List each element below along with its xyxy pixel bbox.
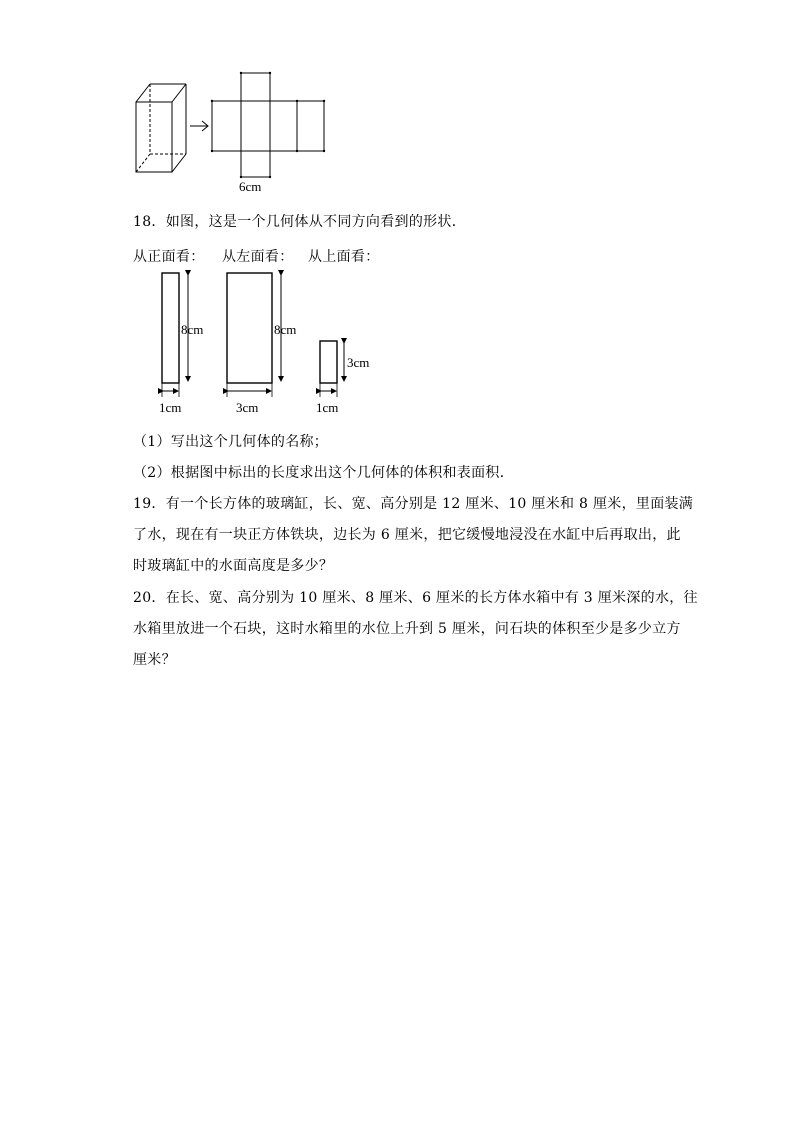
cuboid-net-figure bbox=[130, 68, 340, 196]
q19-line: 19．有一个长方体的玻璃缸，长、宽、高分别是 12 厘米、10 厘米和 8 厘米，里面装满 bbox=[133, 496, 694, 512]
q18-sub1: （1）写出这个几何体的名称； bbox=[133, 434, 329, 450]
q20-line: 水箱里放进一个石块，这时水箱里的水位上升到 5 厘米，问石块的体积至少是多少立方 bbox=[133, 621, 681, 637]
view-label-left: 从左面看： bbox=[222, 249, 294, 265]
net-width-label: 6cm bbox=[239, 179, 262, 194]
three-views-figure bbox=[150, 265, 390, 420]
left-width-label: 3cm bbox=[236, 400, 259, 415]
top-view-rect bbox=[320, 341, 337, 383]
q20-line: 厘米？ bbox=[133, 652, 176, 668]
left-height-label: 8cm bbox=[274, 322, 297, 337]
q20-line: 20．在长、宽、高分别为 10 厘米、8 厘米、6 厘米的长方体水箱中有 3 厘米深的水，往 bbox=[133, 590, 698, 606]
view-label-front: 从正面看： bbox=[133, 249, 205, 265]
net-drawing bbox=[212, 73, 324, 177]
front-width-label: 1cm bbox=[159, 400, 182, 415]
q19-line: 时玻璃缸中的水面高度是多少？ bbox=[133, 558, 334, 574]
front-view-rect bbox=[162, 273, 179, 383]
view-label-top: 从上面看： bbox=[308, 249, 380, 265]
arrow-icon bbox=[190, 121, 208, 131]
q19-line: 了水，现在有一块正方体铁块，边长为 6 厘米，把它缓慢地浸没在水缸中后再取出，此 bbox=[133, 527, 681, 543]
top-height-label: 3cm bbox=[347, 355, 370, 370]
front-height-label: 8cm bbox=[181, 322, 204, 337]
top-width-label: 1cm bbox=[316, 400, 339, 415]
left-view-rect bbox=[227, 273, 272, 383]
cuboid-drawing bbox=[136, 84, 186, 172]
q18-stem: 18．如图，这是一个几何体从不同方向看到的形状． bbox=[133, 214, 467, 230]
q18-sub2: （2）根据图中标出的长度求出这个几何体的体积和表面积． bbox=[133, 465, 515, 481]
